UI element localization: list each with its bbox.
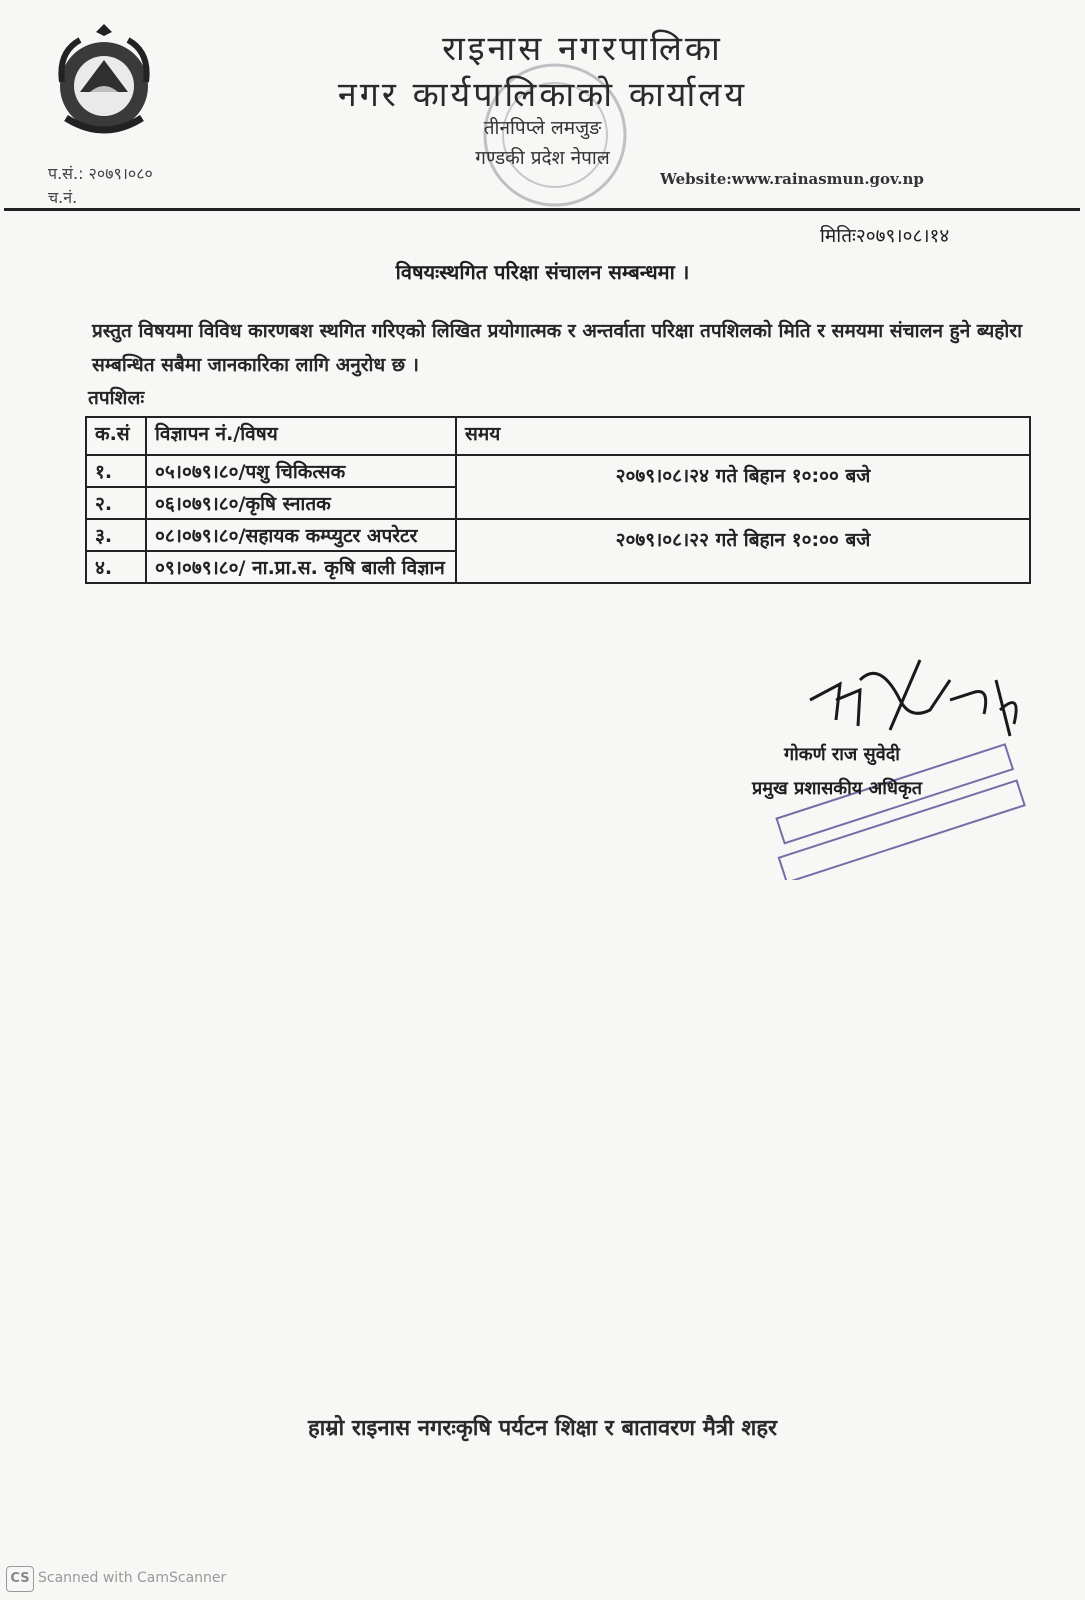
letter-subject: विषयःस्थगित परिक्षा संचालन सम्बन्धमा ।	[395, 260, 690, 284]
header-divider	[4, 208, 1080, 211]
reference-number: प.सं.: २०७९।०८०	[48, 164, 153, 183]
letter-body: प्रस्तुत विषयमा विविध कारणबश स्थगित गरिएको लिखित प्रयोगात्मक र अन्तर्वाता परिक्षा तपशिलको मिति र समयमा संचालन हुने ब्यहोरा सम्बन्धित सबैमा जानकारिका लागि अनुरोध छ ।	[92, 320, 1022, 376]
camscanner-watermark: Scanned with CamScanner	[38, 1570, 227, 1586]
column-header-ad: विज्ञापन नं./विषय	[146, 417, 456, 455]
column-header-sn: क.सं	[86, 417, 146, 455]
row-ad: ०५।०७९।८०/पशु चिकित्सक	[146, 455, 456, 487]
row-ad: ०८।०७९।८०/सहायक कम्प्युटर अपरेटर	[146, 519, 456, 551]
office-location: तीनपिप्ले लमजुङ	[483, 117, 602, 139]
dispatch-number: च.नं.	[48, 188, 78, 207]
exam-time-group-2: २०७९।०८।२२ गते बिहान १०:०० बजे	[456, 519, 1030, 583]
table-row	[86, 455, 1030, 487]
signer-title: प्रमुख प्रशासकीय अधिकृत	[752, 778, 923, 799]
row-sn: ४.	[86, 551, 146, 583]
office-name: नगर कार्यपालिकाको कार्यालय	[337, 75, 748, 115]
camscanner-logo: CS	[6, 1566, 34, 1592]
row-ad: ०९।०७९।८०/ ना.प्रा.स. कृषि बाली विज्ञान	[146, 551, 456, 583]
column-header-time: समय	[456, 417, 1030, 455]
org-name: राइनास नगरपालिका	[442, 29, 723, 69]
table-row	[86, 519, 1030, 551]
details-label: तपशिलः	[88, 387, 145, 409]
office-province: गण्डकी प्रदेश नेपाल	[475, 147, 610, 169]
website-link[interactable]: Website:www.rainasmun.gov.np	[660, 170, 924, 188]
signer-name: गोकर्ण राज सुवेदी	[784, 744, 900, 765]
letter-date: मितिः२०७९।०८।१४	[820, 225, 950, 247]
row-sn: २.	[86, 487, 146, 519]
exam-time-group-1: २०७९।०८।२४ गते बिहान १०:०० बजे	[456, 455, 1030, 519]
handwritten-signature	[800, 640, 1030, 750]
row-sn: ३.	[86, 519, 146, 551]
footer-slogan: हाम्रो राइनास नगरःकृषि पर्यटन शिक्षा र बातावरण मैत्री शहर	[307, 1415, 778, 1441]
row-ad: ०६।०७९।८०/कृषि स्नातक	[146, 487, 456, 519]
row-sn: १.	[86, 455, 146, 487]
exam-schedule-table	[85, 416, 1031, 584]
table-header-row	[86, 417, 1030, 455]
